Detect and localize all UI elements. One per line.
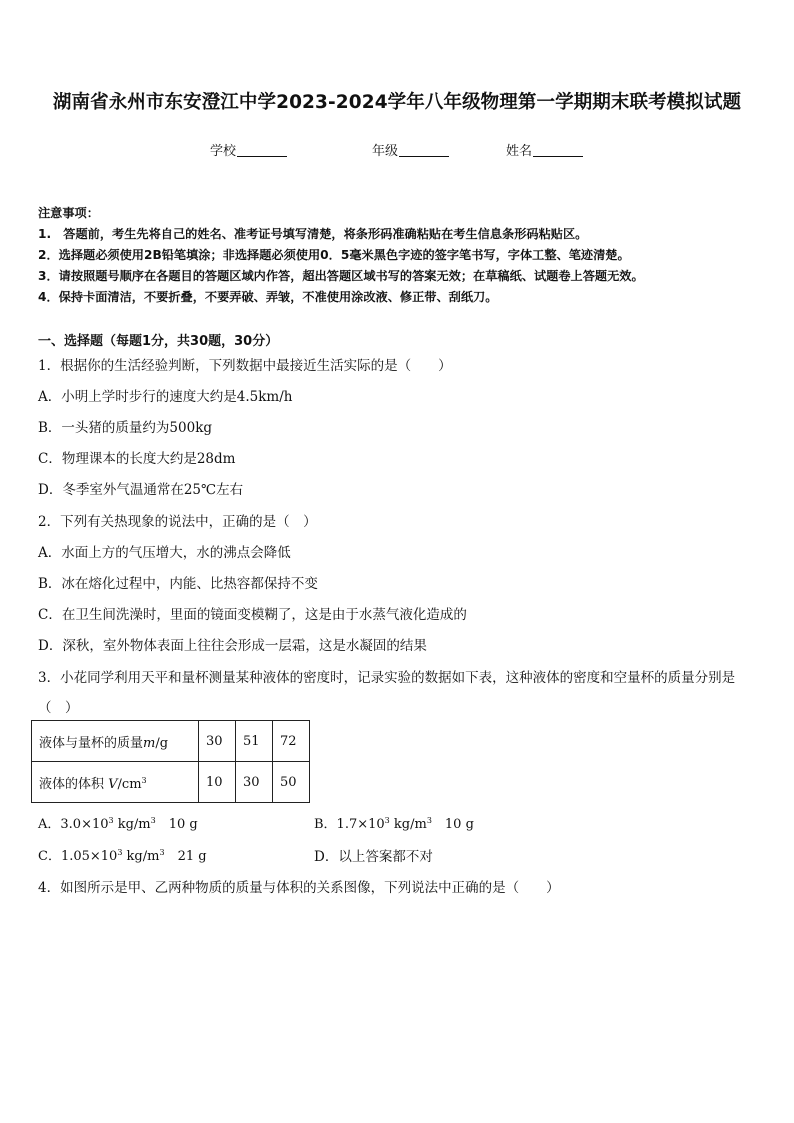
name-blank[interactable] (533, 144, 583, 157)
section-heading: 一、选择题（每题1分，共30题，30分） (38, 334, 279, 349)
table-cell: 30 (199, 721, 236, 762)
table-cell: 10 (199, 762, 236, 803)
table-cell: 51 (236, 721, 273, 762)
name-label: 姓名 (506, 144, 533, 159)
question-2-option-a: A．水面上方的气压增大，水的沸点会降低 (38, 545, 291, 561)
question-3-option-b: B．$1.7\times 10^3$ $kg/m^3$ 10 g (314, 816, 474, 832)
exam-title: 湖南省永州市东安澄江中学2023-2024学年八年级物理第一学期期末联考模拟试题 (52, 92, 742, 113)
name-field (506, 140, 583, 159)
question-3-stem: 3．小花同学利用天平和量杯测量某种液体的密度时，记录实验的数据如下表，这种液体的密度和空量杯的质量分别是 (38, 670, 736, 686)
notice-heading: 注意事项： (38, 206, 99, 220)
question-3-stem-paren: （ ） (38, 700, 79, 716)
question-1-option-b: B．一头猪的质量约为500kg (38, 420, 213, 436)
question-1-stem: 1．根据你的生活经验判断，下列数据中最接近生活实际的是（ ） (38, 358, 452, 374)
grade-blank[interactable] (399, 144, 449, 157)
school-label: 学校 (210, 144, 237, 159)
question-1-option-c: C．物理课本的长度大约是28dm (38, 451, 236, 467)
question-3-data-table (31, 720, 310, 803)
table-cell: 50 (273, 762, 310, 803)
question-2-option-c: C．在卫生间洗澡时，里面的镜面变模糊了，这是由于水蒸气液化造成的 (38, 607, 467, 623)
question-3-option-c: C．$1.05\times 10^3$ $kg/m^3$ 21 g (38, 848, 207, 864)
table-row-header: 液体与量杯的质量m/g (32, 721, 199, 762)
school-field (210, 140, 287, 159)
table-row (32, 721, 310, 762)
question-3-option-d: D．以上答案都不对 (314, 849, 433, 865)
grade-field (372, 140, 449, 159)
notice-item: 2．选择题必须使用2B铅笔填涂；非选择题必须使用0．5毫米黑色字迹的签字笔书写，字体工整、笔迹清楚。 (38, 248, 630, 262)
question-4-stem: 4．如图所示是甲、乙两种物质的质量与体积的关系图像，下列说法中正确的是（ ） (38, 880, 560, 896)
question-2-option-b: B．冰在熔化过程中，内能、比热容都保持不变 (38, 576, 318, 592)
notice-item: 1. 答题前，考生先将自己的姓名、准考证号填写清楚，将条形码准确粘贴在考生信息条形码粘贴区。 (38, 227, 588, 241)
notice-item: 4．保持卡面清洁，不要折叠，不要弄破、弄皱，不准使用涂改液、修正带、刮纸刀。 (38, 290, 498, 304)
question-1-option-a: A．小明上学时步行的速度大约是4.5km/h (38, 389, 293, 405)
school-blank[interactable] (237, 144, 287, 157)
question-1-option-d: D．冬季室外气温通常在25℃左右 (38, 482, 244, 498)
question-2-option-d: D．深秋，室外物体表面上往往会形成一层霜，这是水凝固的结果 (38, 638, 427, 654)
notice-item: 3．请按照题号顺序在各题目的答题区域内作答，超出答题区域书写的答案无效；在草稿纸、试题卷上答题无效。 (38, 269, 644, 283)
question-2-stem: 2．下列有关热现象的说法中，正确的是（ ） (38, 514, 317, 530)
table-cell: 30 (236, 762, 273, 803)
table-cell: 72 (273, 721, 310, 762)
table-row-header: 液体的体积 $V/cm^3$ (32, 762, 199, 803)
table-row (32, 762, 310, 803)
grade-label: 年级 (372, 144, 399, 159)
question-3-option-a: A．$3.0\times 10^3$ $kg/m^3$ 10 g (38, 816, 198, 832)
